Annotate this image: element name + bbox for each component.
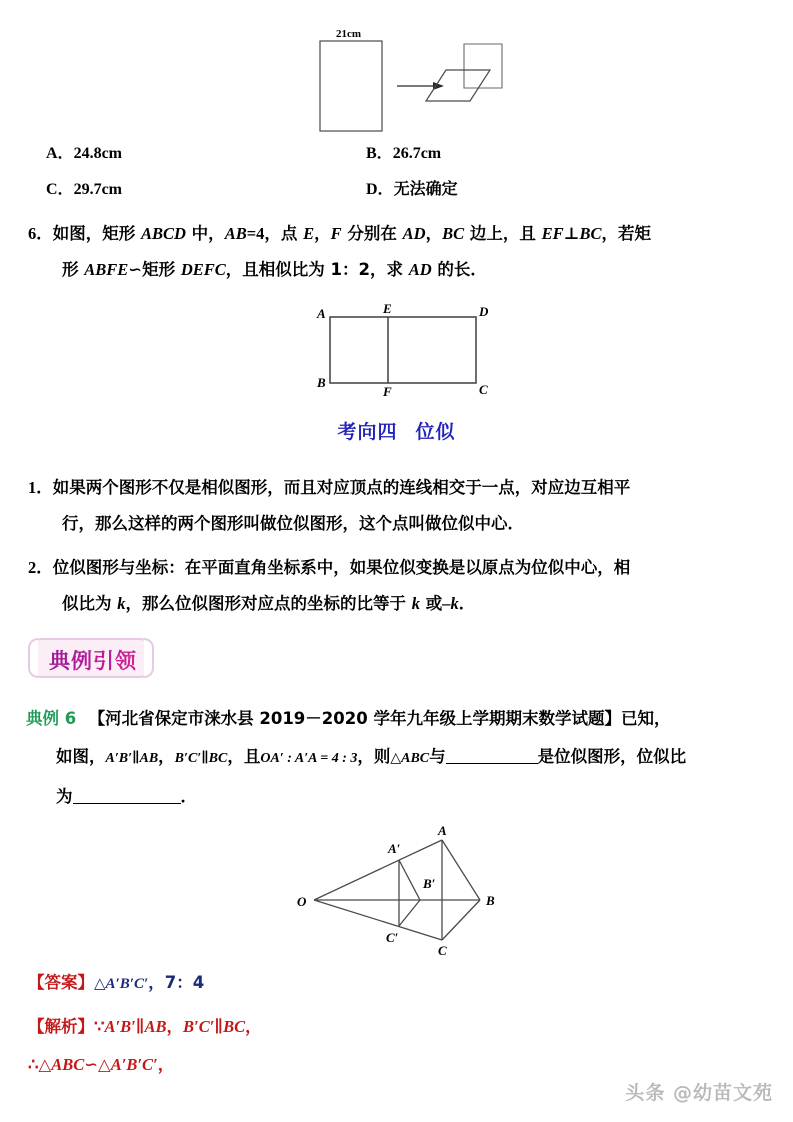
q6-ab-val: =4: [246, 224, 265, 243]
def2-k2: k: [411, 594, 420, 613]
rectangle-abcd-outline: [330, 317, 476, 383]
an-bc: BC: [223, 1017, 246, 1036]
example-6-line-2: [56, 738, 770, 778]
analysis-line-2: [28, 1050, 174, 1080]
watermark: 头条 @幼苗文苑: [625, 1082, 773, 1104]
q6-bc2: BC: [579, 224, 602, 243]
an-t2: ，: [245, 1017, 262, 1036]
q6-e: E: [303, 224, 315, 243]
ex6-t6: 是位似图形，位似比: [537, 747, 687, 766]
definition-1-line-2: 行，那么这样的两个图形叫做位似图形，这个点叫做位似中心．: [62, 514, 524, 533]
definition-2-line-2: [62, 586, 770, 622]
shear-figure-svg: [300, 22, 520, 140]
q6-ef: EF: [541, 224, 564, 243]
option-b[interactable]: [366, 140, 441, 163]
option-a[interactable]: [46, 145, 122, 162]
def2-k1: k: [117, 594, 126, 613]
ex6-t4: ，则: [357, 747, 391, 766]
option-c-label: C．: [46, 181, 74, 198]
q6-t1: 如图，矩形: [52, 224, 141, 243]
q6-similar-symbol: ∽: [128, 260, 143, 279]
analysis-line-1: [28, 1012, 262, 1042]
rect-figure-svg: [300, 302, 515, 398]
ray-o-c: [314, 900, 442, 940]
an-ab: AB: [144, 1017, 167, 1036]
q6-t12: 的长．: [431, 260, 487, 279]
an-t1: ，: [166, 1017, 184, 1036]
section-heading-kaoxiang-4: [0, 417, 793, 444]
definition-2-line-1: [28, 550, 770, 586]
ex6-bpcp: B′C′: [174, 751, 202, 766]
q6-perp: ⊥: [563, 224, 580, 243]
an-par2: ∥: [214, 1017, 224, 1036]
an-bpcp: B′C′: [183, 1017, 215, 1036]
section-heading-prefix: 考向四: [337, 421, 398, 443]
option-d-text: 无法确定: [393, 179, 458, 198]
answer-block: [28, 968, 204, 999]
ex6-t2: ，: [158, 747, 175, 766]
figure-rectangle-to-parallelogram: [300, 22, 520, 140]
an-par1: ∥: [135, 1017, 145, 1036]
q6-t9: 形: [62, 260, 85, 279]
tri-label-b-prime: B′: [423, 876, 436, 891]
an-apbp: A′B′: [104, 1017, 136, 1036]
rect-label-d: D: [479, 304, 489, 319]
q6-t11: ，且相似比为 1：2，求: [225, 260, 409, 279]
def2-t2: ，那么位似图形对应点的坐标的比等于: [125, 594, 412, 613]
q6-abfe: ABFE: [84, 260, 129, 279]
result-parallelogram: [426, 70, 490, 101]
ex6-t1: 如图，: [56, 747, 106, 766]
option-b-text: 26.7cm: [392, 145, 442, 162]
rect-label-f: F: [383, 384, 392, 398]
segment-a-b: [442, 840, 480, 900]
q6-defc: DEFC: [180, 260, 226, 279]
badge-dianli-yinling: [28, 638, 154, 678]
option-b-label: B．: [366, 145, 393, 162]
example-6-tag: 典例 6: [26, 709, 77, 728]
q6-ad: AD: [402, 224, 426, 243]
option-c-text: 29.7cm: [73, 181, 122, 198]
triangle-figure-svg: [292, 822, 512, 962]
example-6-line-1: [26, 700, 770, 738]
therefore-icon: ∴: [28, 1055, 39, 1074]
option-a-label: A．: [46, 145, 74, 162]
an-t3: ，: [157, 1055, 175, 1074]
question-6-number: 6．: [28, 224, 53, 243]
ex6-bc: BC: [208, 751, 228, 766]
q6-t7: 边上，且: [464, 224, 542, 243]
ex6-par1: ∥: [132, 751, 140, 766]
ex6-tri-abc: △ABC: [390, 751, 430, 766]
rect-label-b: B: [317, 375, 326, 390]
section-heading-title: 位似: [415, 421, 456, 443]
answer-ratio: ，7：4: [148, 973, 205, 992]
def2-neg-k: –k: [442, 594, 459, 613]
q6-t8: ，若矩: [601, 224, 651, 243]
transform-arrow-head: [433, 82, 444, 90]
q6-bc: BC: [442, 224, 465, 243]
definition-1-number: 1．: [28, 478, 53, 497]
q6-t5: 分别在: [341, 224, 403, 243]
def2-t4: ．: [458, 594, 476, 613]
figure-rectangle-abcd: [300, 302, 515, 398]
q6-t6: ，: [425, 224, 443, 243]
tri-label-a-prime: A′: [388, 841, 401, 856]
option-row-ab: [46, 140, 746, 163]
answer-triangle: △A′B′C′: [94, 976, 149, 992]
q6-ad2: AD: [408, 260, 432, 279]
rect-label-c: C: [479, 382, 488, 397]
segment-ap-bp: [399, 860, 420, 900]
ex6-apbp: A′B′: [105, 751, 133, 766]
option-d[interactable]: [366, 176, 458, 199]
tri-label-o: O: [297, 894, 307, 909]
example-6-source: 【河北省保定市涞水县 2019－2020 学年九年级上学期期末数学试题】已知，: [88, 709, 671, 728]
ex6-t8: ．: [180, 787, 197, 806]
tri-label-a: A: [438, 823, 447, 838]
ex6-t7: 为: [56, 787, 73, 806]
question-6-line-2: [62, 252, 768, 288]
badge-label: 典例引领: [30, 640, 156, 680]
rect-label-a: A: [317, 306, 326, 321]
option-row-cd: [46, 176, 746, 199]
example-6-blank-2[interactable]: [73, 786, 181, 804]
tri-label-c: C: [438, 943, 447, 958]
figure-homothetic-triangles: [292, 822, 512, 962]
tri-label-c-prime: C′: [386, 930, 399, 945]
question-6-line-1: [28, 216, 768, 252]
option-d-label: D．: [366, 181, 394, 198]
example-6-blank-1[interactable]: [446, 746, 538, 764]
q6-t2: 中，: [185, 224, 225, 243]
segment-bp-cp: [399, 900, 420, 926]
ex6-par2: ∥: [201, 751, 209, 766]
definition-2-text-1: 位似图形与坐标：在平面直角坐标系中，如果位似变换是以原点为位似中心，相: [52, 558, 631, 577]
example-6-line-3: [56, 778, 770, 816]
answer-tag: 【答案】: [28, 973, 94, 992]
original-rectangle: [320, 41, 382, 131]
ex6-ratio: OA′ : A′A = 4 : 3: [260, 751, 358, 766]
definition-1-line-1: [28, 470, 770, 506]
q6-t3: ，点: [264, 224, 304, 243]
q6-abcd: ABCD: [141, 224, 186, 243]
def2-t3: 或: [420, 594, 443, 613]
an-tri-abc: △ABC: [38, 1055, 85, 1074]
option-c[interactable]: [46, 181, 122, 198]
q6-f: F: [330, 224, 342, 243]
definition-1: [28, 470, 770, 542]
tri-label-b: B: [486, 893, 495, 908]
q6-t10: 矩形: [142, 260, 181, 279]
q6-t4: ，: [314, 224, 331, 243]
ray-o-a: [314, 840, 442, 900]
def2-t1: 似比为: [62, 594, 118, 613]
analysis-tag: 【解析】: [28, 1017, 94, 1036]
definition-1-text-1: 如果两个图形不仅是相似图形，而且对应顶点的连线相交于一点，对应边互相平: [52, 478, 631, 497]
rect-label-e: E: [383, 302, 392, 316]
ex6-ab: AB: [139, 751, 159, 766]
ex6-t3: ，且: [227, 747, 261, 766]
figure-shear-label: 21cm: [336, 28, 362, 40]
definition-2-number: 2．: [28, 558, 53, 577]
an-similar-symbol: ∽: [84, 1055, 99, 1074]
ex6-t5: 与: [429, 747, 446, 766]
because-icon: ∵: [94, 1017, 105, 1036]
question-6: [28, 216, 768, 288]
example-6: [26, 700, 770, 816]
an-tri-apbpcp: △A′B′C′: [98, 1055, 158, 1074]
option-a-text: 24.8cm: [73, 145, 122, 162]
definition-2: [28, 550, 770, 622]
segment-b-c: [442, 900, 480, 940]
q6-ab: AB: [224, 224, 247, 243]
